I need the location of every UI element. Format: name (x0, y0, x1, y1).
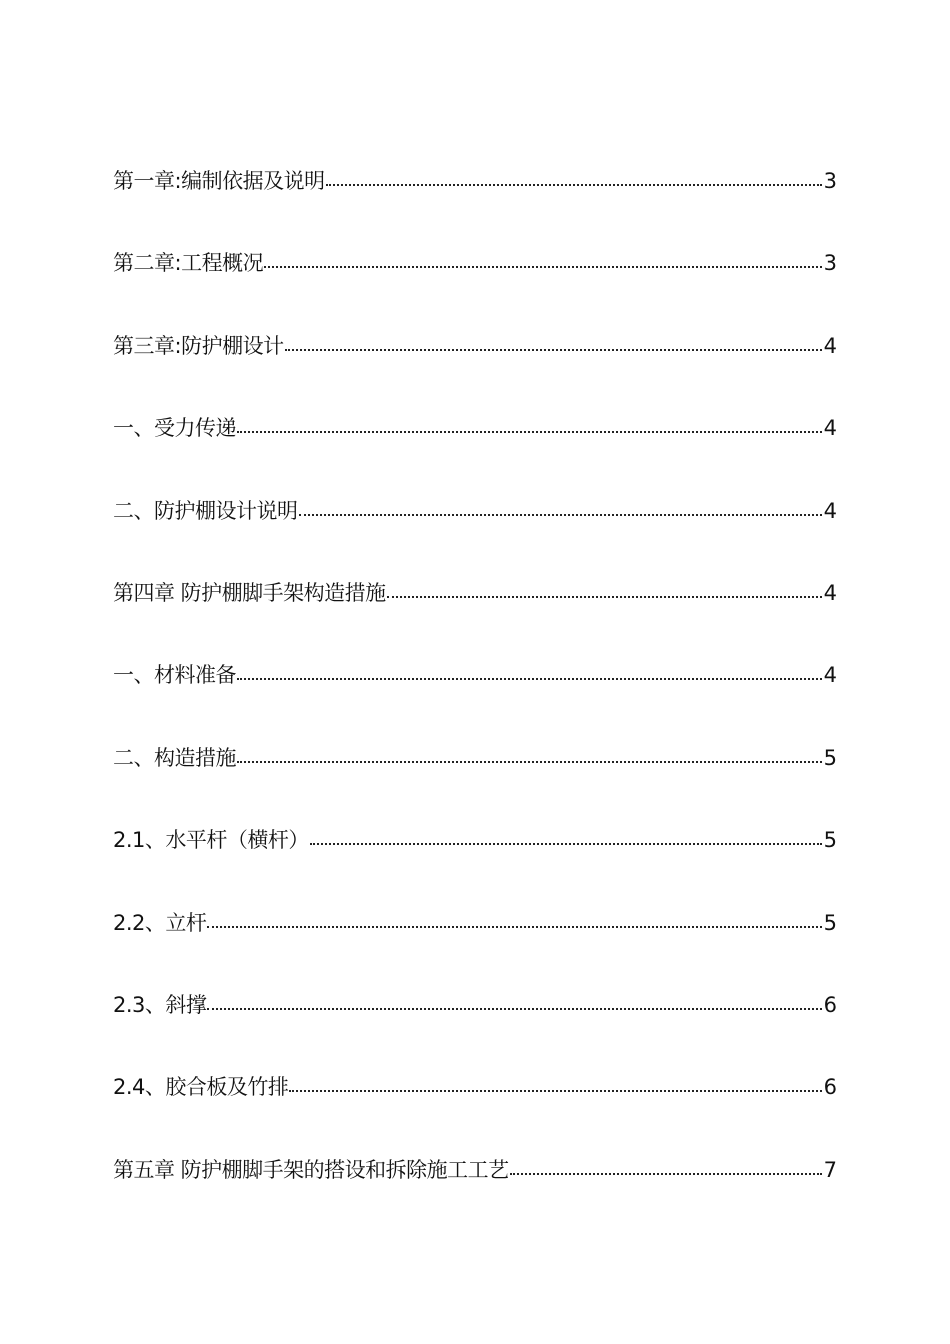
toc-dot-leader (264, 266, 822, 268)
toc-entry-title: 2.2、立杆 (113, 910, 207, 935)
toc-dot-leader (289, 1090, 821, 1092)
toc-entry-title: 2.4、胶合板及竹排 (113, 1075, 289, 1100)
toc-dot-leader (510, 1173, 822, 1175)
toc-entry-9[interactable] (113, 822, 837, 904)
toc-entry-title: 2.3、斜撑 (113, 992, 207, 1017)
toc-page-number: 6 (823, 1075, 837, 1100)
toc-dot-leader (285, 349, 822, 351)
toc-page-number: 4 (823, 663, 837, 688)
toc-page-number: 5 (823, 828, 837, 853)
toc-dot-leader (207, 926, 821, 928)
toc-entry-title: 一、材料准备 (113, 663, 236, 688)
toc-page-number: 4 (823, 416, 837, 441)
toc-entry-8[interactable] (113, 740, 837, 822)
toc-page-number: 4 (823, 498, 837, 523)
toc-page-number: 5 (823, 745, 837, 770)
toc-entry-13[interactable] (113, 1152, 837, 1234)
toc-entry-title: 第四章 防护棚脚手架构造措施 (113, 580, 386, 605)
toc-page-number: 3 (823, 251, 837, 276)
toc-entry-1[interactable] (113, 163, 837, 245)
toc-entry-10[interactable] (113, 905, 837, 987)
toc-entry-title: 一、受力传递 (113, 416, 236, 441)
toc-dot-leader (237, 761, 822, 763)
toc-entry-5[interactable] (113, 493, 837, 575)
toc-dot-leader (207, 1008, 821, 1010)
toc-page-number: 6 (823, 992, 837, 1017)
toc-dot-leader (326, 184, 822, 186)
toc-page-number: 4 (823, 580, 837, 605)
table-of-contents (113, 163, 837, 1234)
toc-dot-leader (299, 514, 822, 516)
toc-entry-title: 第一章:编制依据及说明 (113, 169, 325, 193)
toc-page-number: 7 (823, 1157, 837, 1182)
toc-entry-6[interactable] (113, 575, 837, 657)
toc-dot-leader (237, 678, 822, 680)
toc-entry-title: 第五章 防护棚脚手架的搭设和拆除施工工艺 (113, 1157, 509, 1182)
toc-entry-12[interactable] (113, 1069, 837, 1151)
toc-page-number: 5 (823, 910, 837, 935)
toc-entry-title: 二、构造措施 (113, 745, 236, 770)
toc-entry-title: 二、防护棚设计说明 (113, 498, 298, 523)
toc-entry-3[interactable] (113, 328, 837, 410)
toc-dot-leader (387, 596, 822, 598)
toc-page-number: 4 (823, 333, 837, 358)
toc-entry-title: 2.1、水平杆（横杆） (113, 828, 309, 853)
toc-entry-7[interactable] (113, 657, 837, 739)
toc-dot-leader (237, 431, 822, 433)
toc-entry-title: 第三章:防护棚设计 (113, 333, 284, 358)
toc-entry-2[interactable] (113, 245, 837, 327)
toc-page-number: 3 (823, 169, 837, 193)
toc-entry-11[interactable] (113, 987, 837, 1069)
toc-dot-leader (310, 843, 822, 845)
toc-entry-title: 第二章:工程概况 (113, 251, 264, 276)
toc-entry-4[interactable] (113, 410, 837, 492)
